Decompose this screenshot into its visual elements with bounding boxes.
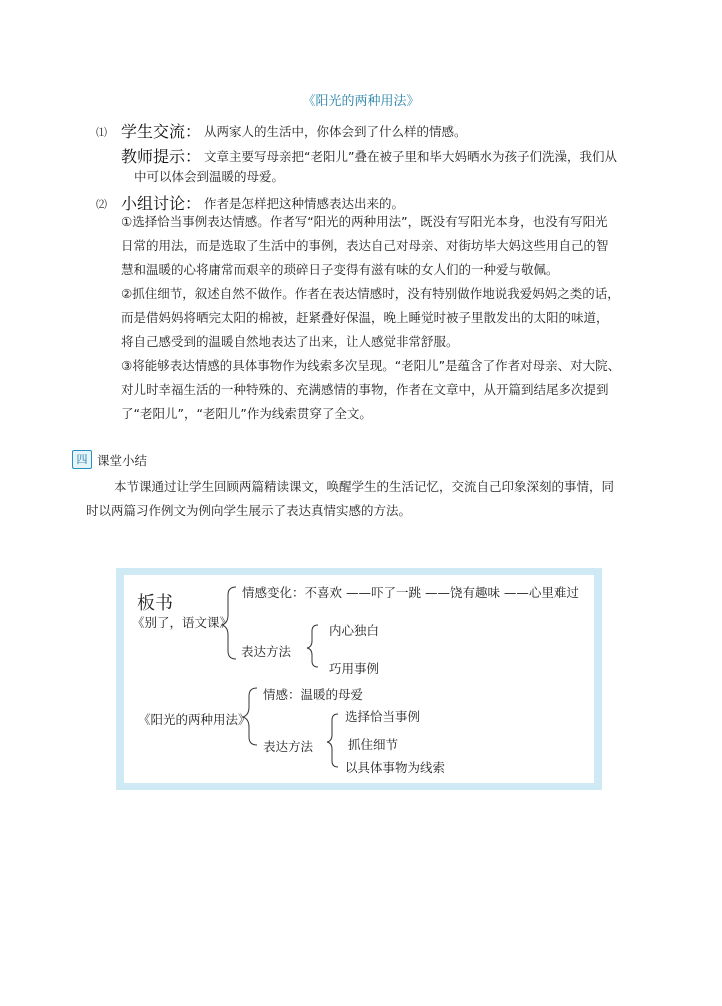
item2-number: ⑵ (96, 198, 107, 211)
para-line: 而是借妈妈将晒完太阳的棉被，赶紧叠好保温，晚上睡觉时被子里散发出的太阳的味道， (121, 310, 609, 325)
section-title: 课堂小结 (97, 453, 148, 468)
summary-line1: 本节课通过让学生回顾两篇精读课文，唤醒学生的生活记忆，交流自己印象深刻的事情，同 (114, 479, 615, 494)
item1-text: 从两家人的生活中，你体会到了什么样的情感。 (204, 124, 467, 139)
board-lesson2-method-label: 表达方法 (263, 739, 314, 754)
board-lesson2-method-3: 以具体事物为线索 (345, 760, 446, 775)
para-line: ③将能够表达情感的具体事物作为线索多次呈现。“老阳儿”是蕴含了作者对母亲、对大院、 (121, 358, 621, 373)
teacher-hint-line1: 文章主要写母亲把“老阳儿”叠在被子里和毕大妈晒水为孩子们洗澡，我们从 (204, 149, 617, 164)
teacher-hint-label: 教师提示： (121, 147, 202, 166)
blackboard-inner (124, 575, 594, 783)
item2-label: 小组讨论： (121, 194, 202, 213)
item2-text: 作者是怎样把这种情感表达出来的。 (204, 196, 405, 211)
para-line: 日常的用法，而是选取了生活中的事例，表达自己对母亲、对街坊毕大妈这些用自己的智 (121, 238, 609, 253)
board-lesson1-method-label: 表达方法 (241, 644, 292, 659)
discussion-paragraphs (121, 210, 620, 426)
board-lesson1-title: 《别了，语文课》 (132, 615, 233, 630)
board-lesson1-emotion: 情感变化：不喜欢 ——吓了一跳 ——饶有趣味 ——心里难过 (242, 585, 579, 600)
board-lesson2-method-2: 抓住细节 (348, 737, 399, 752)
item1-label: 学生交流： (121, 122, 202, 141)
blackboard-box (116, 568, 602, 790)
lesson-title: 《阳光的两种用法》 (302, 94, 420, 109)
item1-number: ⑴ (96, 126, 107, 139)
summary-line2: 时以两篇习作例文为例向学生展示了表达真情实感的方法。 (86, 503, 412, 518)
para-line: 慧和温暖的心将庸常而艰辛的琐碎日子变得有滋有味的女人们的一种爱与敬佩。 (121, 262, 559, 277)
section-badge: 四 (72, 450, 92, 469)
board-heading: 板书 (137, 593, 173, 614)
brace-methods2 (327, 714, 338, 767)
teacher-hint-line2: 中可以体会到温暖的母爱。 (134, 169, 285, 184)
para-line: 对儿时幸福生活的一种特殊的、充满感情的事物，作者在文章中，从开篇到结尾多次提到 (121, 382, 609, 397)
board-lesson2-method-1: 选择恰当事例 (345, 709, 421, 724)
board-lesson2-title: 《阳光的两种用法》 (138, 712, 251, 727)
para-line: 将自己感受到的温暖自然地表达了出来，让人感觉非常舒服。 (121, 334, 459, 349)
board-lesson2-emotion: 情感：温暖的母爱 (263, 687, 364, 702)
para-line: ①选择恰当事例表达情感。作者写“阳光的两种用法”，既没有写阳光本身，也没有写阳光 (121, 214, 608, 229)
brace-methods1 (307, 625, 318, 667)
board-lesson1-method-1: 内心独白 (329, 623, 380, 638)
board-lesson1-method-2: 巧用事例 (329, 661, 380, 676)
para-line: 了“老阳儿”，“老阳儿”作为线索贯穿了全文。 (121, 406, 372, 421)
para-line: ②抓住细节，叙述自然不做作。作者在表达情感时，没有特别做作地说我爱妈妈之类的话， (121, 286, 620, 301)
